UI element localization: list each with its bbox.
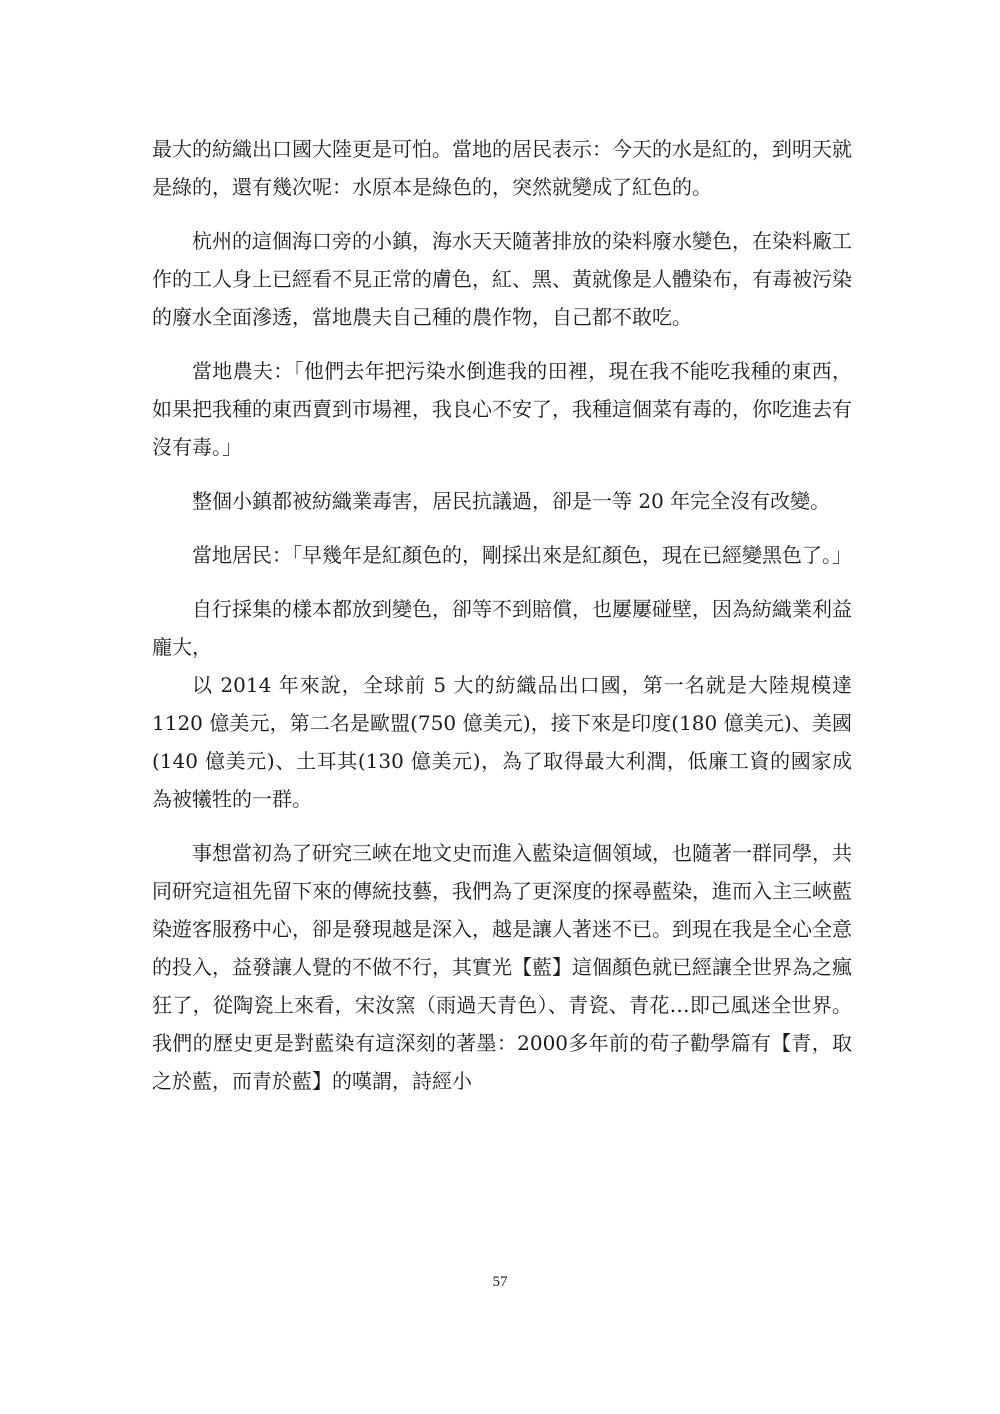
paragraph-2: 杭州的這個海口旁的小鎮，海水天天隨著排放的染料廢水變色，在染料廠工作的工人身上已經看不見正常的膚色，紅、黑、黃就像是人體染布，有毒被污染的廢水全面滲透，當地農夫自己種的農作物，自己都不敢吃。	[152, 229, 852, 329]
paragraph-4: 整個小鎮都被紡織業毒害，居民抗議過，卻是一等 20 年完全沒有改變。	[192, 489, 831, 513]
paragraph-1: 最大的紡織出口國大陸更是可怕。當地的居民表示：今天的水是紅的，到明天就是綠的，還有幾次呢：水原本是綠色的，突然就變成了紅色的。	[152, 137, 852, 199]
paragraph-5: 當地居民：「早幾年是紅顏色的，剛採出來是紅顏色，現在已經變黑色了。」	[192, 543, 852, 567]
paragraph-3: 當地農夫：「他們去年把污染水倒進我的田裡，現在我不能吃我種的東西，如果把我種的東西賣到市場裡，我良心不安了，我種這個菜有毒的，你吃進去有沒有毒。」	[152, 359, 852, 459]
paragraph-6: 自行採集的樣本都放到變色，卻等不到賠償，也屢屢碰壁，因為紡織業利益龐大，	[152, 597, 852, 659]
page-number: 57	[492, 1274, 508, 1290]
paragraph-7: 以 2014 年來說，全球前 5 大的紡織品出口國，第一名就是大陸規模達 1120 億美元，第二名是歐盟(750 億美元)，接下來是印度(180 億美元)、美國(140 億美元)、土耳其(130 億美元)，為了取得最大利潤，低廉工資的國家成為被犧牲的一群。	[152, 673, 852, 811]
paragraph-8: 事想當初為了研究三峽在地文史而進入藍染這個領域，也隨著一群同學，共同研究這祖先留下來的傳統技藝，我們為了更深度的探尋藍染，進而入主三峽藍染遊客服務中心，卻是發現越是深入，越是讓人著迷不已。到現在我是全心全意的投入，益發讓人覺的不做不行，其實光【藍】這個顏色就已經讓全世界為之瘋狂了，從陶瓷上來看，宋汝窯（雨過天青色）、青瓷、青花…即己風迷全世界。我們的歷史更是對藍染有這深刻的著墨：2000多年前的荀子勸學篇有【青，取之於藍，而青於藍】的嘆謂，詩經小	[152, 841, 852, 1093]
document-body	[152, 130, 852, 1116]
